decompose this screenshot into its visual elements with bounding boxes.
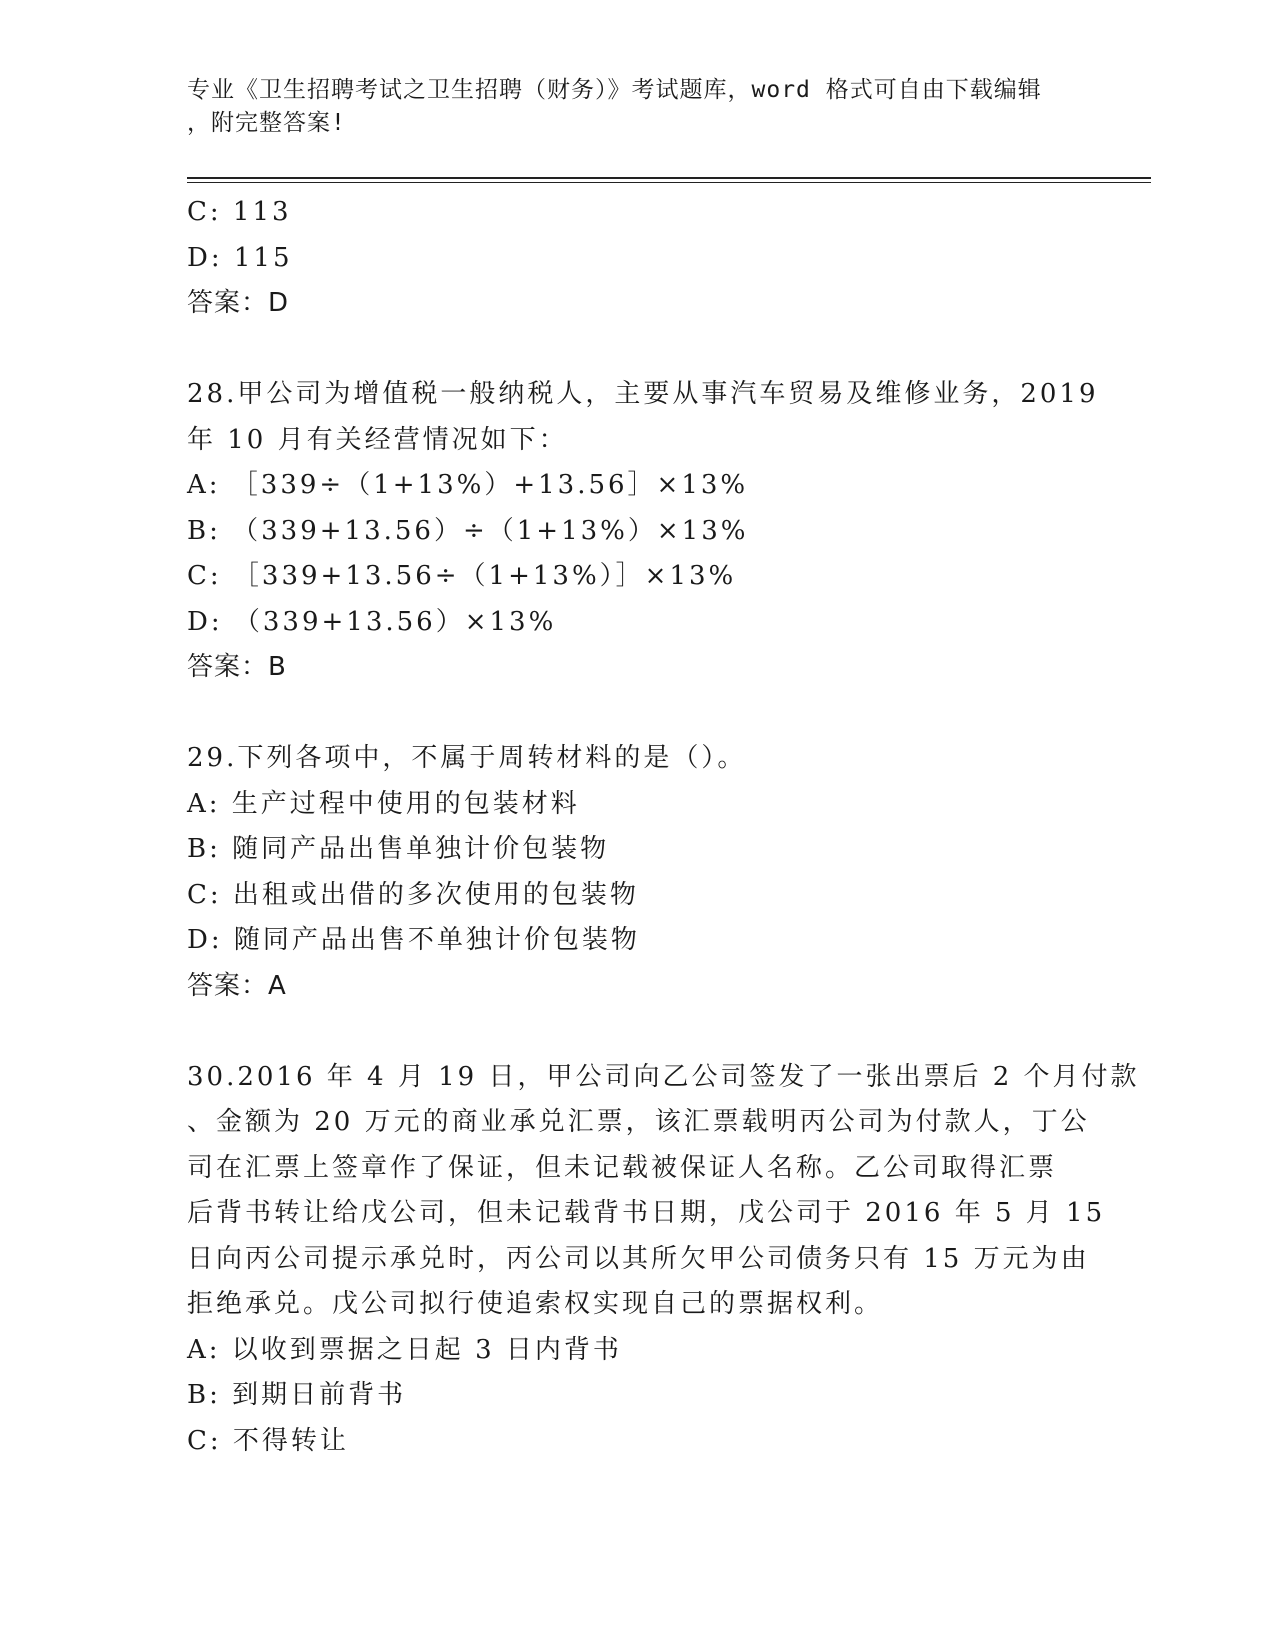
question-content: [187, 190, 1140, 1464]
q29-option-b: B: 随同产品出售单独计价包装物: [187, 834, 610, 864]
q28-stem-line-1: 28.甲公司为增值税一般纳税人，主要从事汽车贸易及维修业务，2019: [187, 379, 1099, 409]
q27-answer: 答案：D: [187, 288, 290, 318]
question-29: [187, 736, 1087, 1009]
q28-option-c: C: ［339+13.56÷（1+13%）］×13%: [187, 561, 737, 591]
q30-stem-line-6: 拒绝承兑。戊公司拟行使追索权实现自己的票据权利。: [187, 1289, 884, 1319]
q30-option-c: C: 不得转让: [187, 1425, 349, 1456]
spacer: [187, 691, 1087, 737]
q29-option-d: D: 随同产品出售不单独计价包装物: [187, 925, 640, 955]
q28-answer: 答案：B: [187, 652, 287, 682]
document-header: [187, 74, 1067, 140]
q30-stem-line-4: 后背书转让给戊公司，但未记载背书日期，戊公司于 2016 年 5 月 15: [187, 1198, 1106, 1228]
q30-stem-line-3: 司在汇票上签章作了保证，但未记载被保证人名称。乙公司取得汇票: [187, 1152, 1058, 1183]
q30-option-a: A: 以收到票据之日起 3 日内背书: [187, 1334, 622, 1365]
spacer: [187, 1009, 1087, 1055]
q30-stem-line-5: 日向丙公司提示承兑时，丙公司以其所欠甲公司债务只有 15 万元为由: [187, 1243, 1090, 1274]
q27-option-d: D: 115: [187, 242, 293, 273]
q27-option-c: C: 113: [187, 197, 292, 227]
header-line-2: ，附完整答案!: [187, 110, 346, 136]
q30-option-b: B: 到期日前背书: [187, 1380, 407, 1410]
q30-stem-line-1: 30.2016 年 4 月 19 日，甲公司向乙公司签发了一张出票后 2 个月付款: [187, 1061, 1140, 1092]
header-rule-thick: [187, 177, 1151, 179]
q29-option-c: C: 出租或出借的多次使用的包装物: [187, 879, 639, 910]
question-27: [187, 190, 1087, 327]
question-28: [187, 372, 1099, 691]
q29-stem: 29.下列各项中，不属于周转材料的是（）。: [187, 743, 747, 773]
header-rule-thin: [187, 182, 1151, 183]
q29-option-a: A: 生产过程中使用的包装材料: [187, 788, 580, 819]
header-line-1: 专业《卫生招聘考试之卫生招聘（财务）》考试题库，word 格式可自由下载编辑: [187, 77, 1042, 103]
spacer: [187, 327, 1087, 373]
q28-stem-line-2: 年 10 月有关经营情况如下：: [187, 424, 568, 455]
q29-answer: 答案：A: [187, 970, 287, 1001]
q28-option-d: D: （339+13.56）×13%: [187, 606, 557, 637]
q28-option-a: A: ［339÷（1+13%）+13.56］×13%: [187, 470, 749, 500]
q28-option-b: B: （339+13.56）÷（1+13%）×13%: [187, 515, 749, 546]
q30-stem-line-2: 、金额为 20 万元的商业承兑汇票，该汇票载明丙公司为付款人，丁公: [187, 1107, 1090, 1137]
question-30: [187, 1055, 1140, 1465]
